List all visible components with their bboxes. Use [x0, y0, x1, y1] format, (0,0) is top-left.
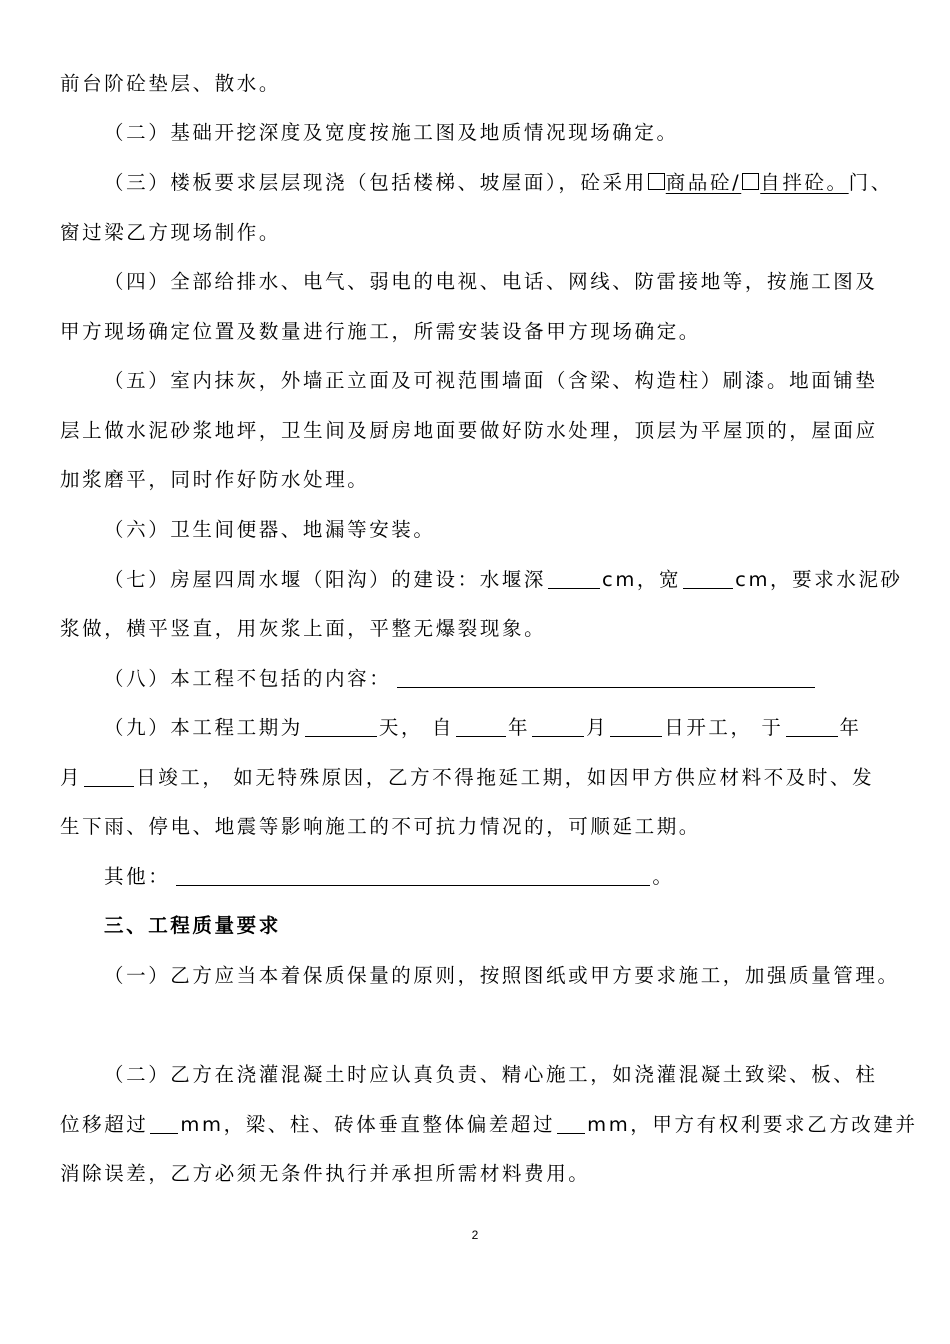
text: （二）基础开挖深度及宽度按施工图及地质情况现场确定。 — [104, 121, 679, 144]
quality-clause-2-line — [104, 1061, 878, 1089]
clause-5-line — [104, 367, 878, 395]
clause-7-line — [104, 566, 903, 594]
duration-days-blank[interactable] — [305, 716, 377, 737]
excluded-content-blank[interactable] — [397, 667, 815, 688]
ditch-depth-blank[interactable] — [548, 568, 600, 589]
text: （七）房屋四周水堰（阳沟）的建设：水堰深 — [104, 568, 547, 591]
text: 日开工， 于 — [664, 716, 784, 739]
ditch-width-blank[interactable] — [683, 568, 733, 589]
start-year-blank[interactable] — [456, 716, 506, 737]
text: 层上做水泥砂浆地坪，卫生间及厨房地面要做好防水处理，顶层为平屋顶的，屋面应 — [60, 419, 878, 442]
clause-8-line — [104, 665, 817, 693]
paragraph-line — [60, 615, 546, 643]
text: 位移超过 — [60, 1113, 149, 1136]
text: 月 — [586, 716, 609, 739]
paragraph-line — [60, 70, 281, 98]
checkbox-commercial-concrete[interactable] — [648, 173, 665, 190]
start-day-blank[interactable] — [610, 716, 662, 737]
text: cm，要求水泥砂 — [735, 568, 903, 591]
text: 。 — [652, 865, 675, 888]
other-line — [104, 863, 674, 891]
option-site-mixed-concrete: 自拌砼。 — [760, 171, 849, 194]
text: 门、 — [848, 171, 893, 194]
text: 天， 自 — [378, 716, 455, 739]
text: mm，甲方有权利要求乙方改建并 — [587, 1113, 918, 1136]
text: 月 — [60, 766, 83, 789]
concrete-options — [647, 171, 849, 194]
text: 年 — [508, 716, 531, 739]
page-number: 2 — [471, 1228, 479, 1242]
text: （九）本工程工期为 — [104, 716, 303, 739]
text: 浆做，横平竖直，用灰浆上面，平整无爆裂现象。 — [60, 617, 547, 640]
deviation-mm-blank[interactable] — [557, 1113, 585, 1134]
paragraph-line — [60, 813, 701, 841]
end-year-blank[interactable] — [786, 716, 838, 737]
paragraph-line — [60, 318, 701, 346]
text: （四）全部给排水、电气、弱电的电视、电话、网线、防雷接地等，按施工图及 — [104, 270, 878, 293]
displacement-mm-blank[interactable] — [150, 1113, 178, 1134]
clause-6-line — [104, 516, 436, 544]
text: 日竣工， 如无特殊原因，乙方不得拖延工期，如因甲方供应材料不及时、发 — [136, 766, 875, 789]
text: 甲方现场确定位置及数量进行施工，所需安装设备甲方现场确定。 — [60, 320, 701, 343]
text: 窗过梁乙方现场制作。 — [60, 221, 282, 244]
clause-4-line — [104, 268, 878, 296]
text: （一）乙方应当本着保质保量的原则，按照图纸或甲方要求施工，加强质量管理。 — [104, 964, 900, 987]
text: （八）本工程不包括的内容： — [104, 667, 392, 690]
text: 前台阶砼垫层、散水。 — [60, 72, 282, 95]
paragraph-line — [60, 764, 874, 792]
section-heading — [104, 912, 281, 940]
text: 年 — [839, 716, 862, 739]
text: 其他： — [104, 865, 171, 888]
other-blank[interactable] — [176, 865, 650, 886]
checkbox-site-mixed-concrete[interactable] — [742, 173, 759, 190]
text: 生下雨、停电、地震等影响施工的不可抗力情况的，可顺延工期。 — [60, 815, 701, 838]
text: mm，梁、柱、砖体垂直整体偏差超过 — [180, 1113, 556, 1136]
paragraph-line — [60, 417, 878, 445]
option-commercial-concrete: 商品砼/ — [665, 171, 742, 194]
paragraph-line — [60, 466, 369, 494]
clause-2-line — [104, 119, 679, 147]
text: （五）室内抹灰，外墙正立面及可视范围墙面（含梁、构造柱）刷漆。地面铺垫 — [104, 369, 878, 392]
text: 消除误差，乙方必须无条件执行并承担所需材料费用。 — [60, 1162, 591, 1185]
paragraph-line — [60, 1160, 590, 1188]
quality-clause-1-line — [104, 962, 900, 990]
heading-text: 三、工程质量要求 — [104, 914, 281, 937]
start-month-blank[interactable] — [532, 716, 584, 737]
text: （六）卫生间便器、地漏等安装。 — [104, 518, 436, 541]
end-month-blank[interactable] — [84, 766, 134, 787]
clause-9-line — [104, 714, 862, 742]
paragraph-line — [60, 1111, 918, 1139]
text: 加浆磨平，同时作好防水处理。 — [60, 468, 370, 491]
text: cm，宽 — [602, 568, 682, 591]
clause-3-line — [104, 169, 893, 197]
text: （三）楼板要求层层现浇（包括楼梯、坡屋面），砼采用 — [104, 171, 647, 194]
paragraph-line — [60, 219, 281, 247]
text: （二）乙方在浇灌混凝土时应认真负责、精心施工，如浇灌混凝土致梁、板、柱 — [104, 1063, 878, 1086]
